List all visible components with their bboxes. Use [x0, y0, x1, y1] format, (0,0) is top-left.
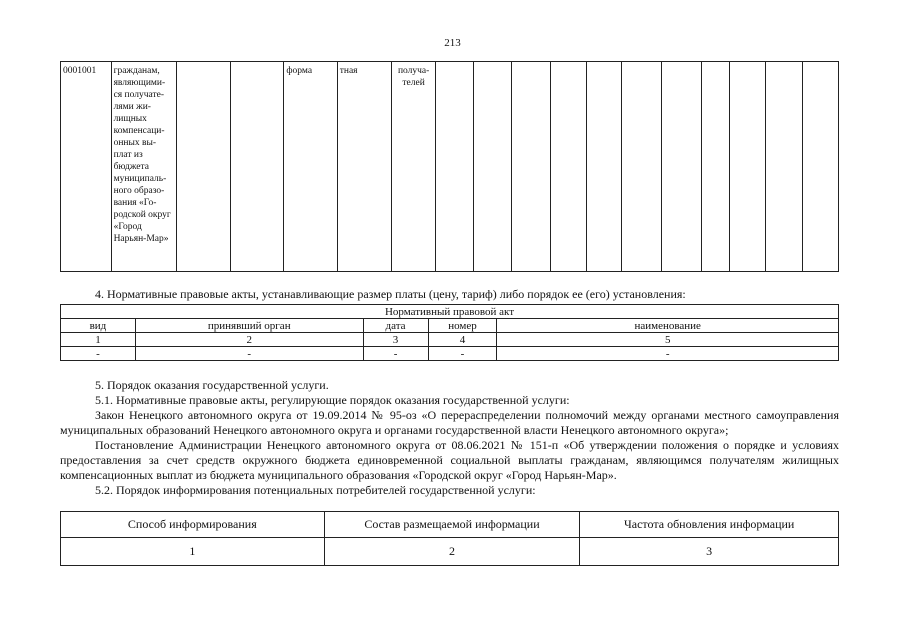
- page-number: 213: [444, 37, 461, 49]
- empty-cell: [766, 62, 802, 272]
- column-number: 1: [61, 333, 136, 347]
- form-cell: форма: [284, 62, 337, 272]
- column-number: 2: [135, 333, 363, 347]
- col-header-frequency: Частота обновления информации: [580, 512, 839, 538]
- column-number: 3: [580, 538, 839, 566]
- registry-code-cell: 0001001: [61, 62, 112, 272]
- dash-cell: -: [497, 347, 839, 361]
- empty-cell: [622, 62, 662, 272]
- section5-1-title: 5.1. Нормативные правовые акты, регулирующие порядок оказания государственной услуги:: [95, 393, 570, 407]
- empty-cell: [230, 62, 283, 272]
- recipients-category-cell: гражданам, являющими-ся получате-лями жи-лищных компенсаци-онных вы-плат из бюджета муниципаль-ного образо-вания «Го-родской округ «Город Нарьян-Мар»: [111, 62, 176, 272]
- empty-cell: [474, 62, 511, 272]
- section5-text: [60, 378, 839, 498]
- column-number: 2: [324, 538, 580, 566]
- continued-service-table: [60, 61, 839, 272]
- resolution-paragraph: Постановление Администрации Ненецкого автономного округа от 08.06.2021 № 151-п «Об утверждении положения о порядке и условиях предоставления за счет средств окружного бюджета единовременной социальной выплаты гражданам, являющимся получателям жилищных компенсационных выплат из бюджета муниципального образования «Городской округ «Город Нарьян-Мар».: [60, 438, 839, 482]
- empty-cell: [176, 62, 230, 272]
- column-number: 4: [428, 333, 497, 347]
- informing-procedure-table: [60, 511, 839, 566]
- col-header-date: дата: [363, 319, 428, 333]
- empty-cell: [662, 62, 702, 272]
- column-number: 5: [497, 333, 839, 347]
- fee-legal-acts-table: [60, 304, 839, 361]
- law-paragraph: Закон Ненецкого автономного округа от 19.09.2014 № 95-оз «О перераспределении полномочий между органами местного самоуправления муниципальных образований Ненецкого автономного округа и органами государственной власти Ненецкого автономного округа»;: [60, 408, 839, 437]
- empty-cell: [729, 62, 765, 272]
- form-type-cell: тная: [337, 62, 391, 272]
- col-header-method: Способ информирования: [61, 512, 325, 538]
- empty-cell: [802, 62, 839, 272]
- dash-cell: -: [135, 347, 363, 361]
- dash-cell: -: [363, 347, 428, 361]
- section4-heading: 4. Нормативные правовые акты, устанавливающие размер платы (цену, тариф) либо порядок ее (его) установления:: [95, 287, 686, 301]
- col-header-issuer: принявший орган: [135, 319, 363, 333]
- empty-cell: [587, 62, 622, 272]
- section5-title: 5. Порядок оказания государственной услуги.: [95, 378, 329, 392]
- column-number: 3: [363, 333, 428, 347]
- col-header-name: наименование: [497, 319, 839, 333]
- col-header-kind: вид: [61, 319, 136, 333]
- col-header-content: Состав размещаемой информации: [324, 512, 580, 538]
- dash-cell: -: [428, 347, 497, 361]
- recipients-unit-cell: получа-телей: [392, 62, 436, 272]
- column-number: 1: [61, 538, 325, 566]
- empty-cell: [702, 62, 729, 272]
- dash-cell: -: [61, 347, 136, 361]
- col-header-number: номер: [428, 319, 497, 333]
- section5-2-title: 5.2. Порядок информирования потенциальных потребителей государственной услуги:: [95, 483, 536, 497]
- empty-cell: [550, 62, 586, 272]
- empty-cell: [436, 62, 474, 272]
- fee-table-title: Нормативный правовой акт: [61, 305, 839, 319]
- empty-cell: [511, 62, 550, 272]
